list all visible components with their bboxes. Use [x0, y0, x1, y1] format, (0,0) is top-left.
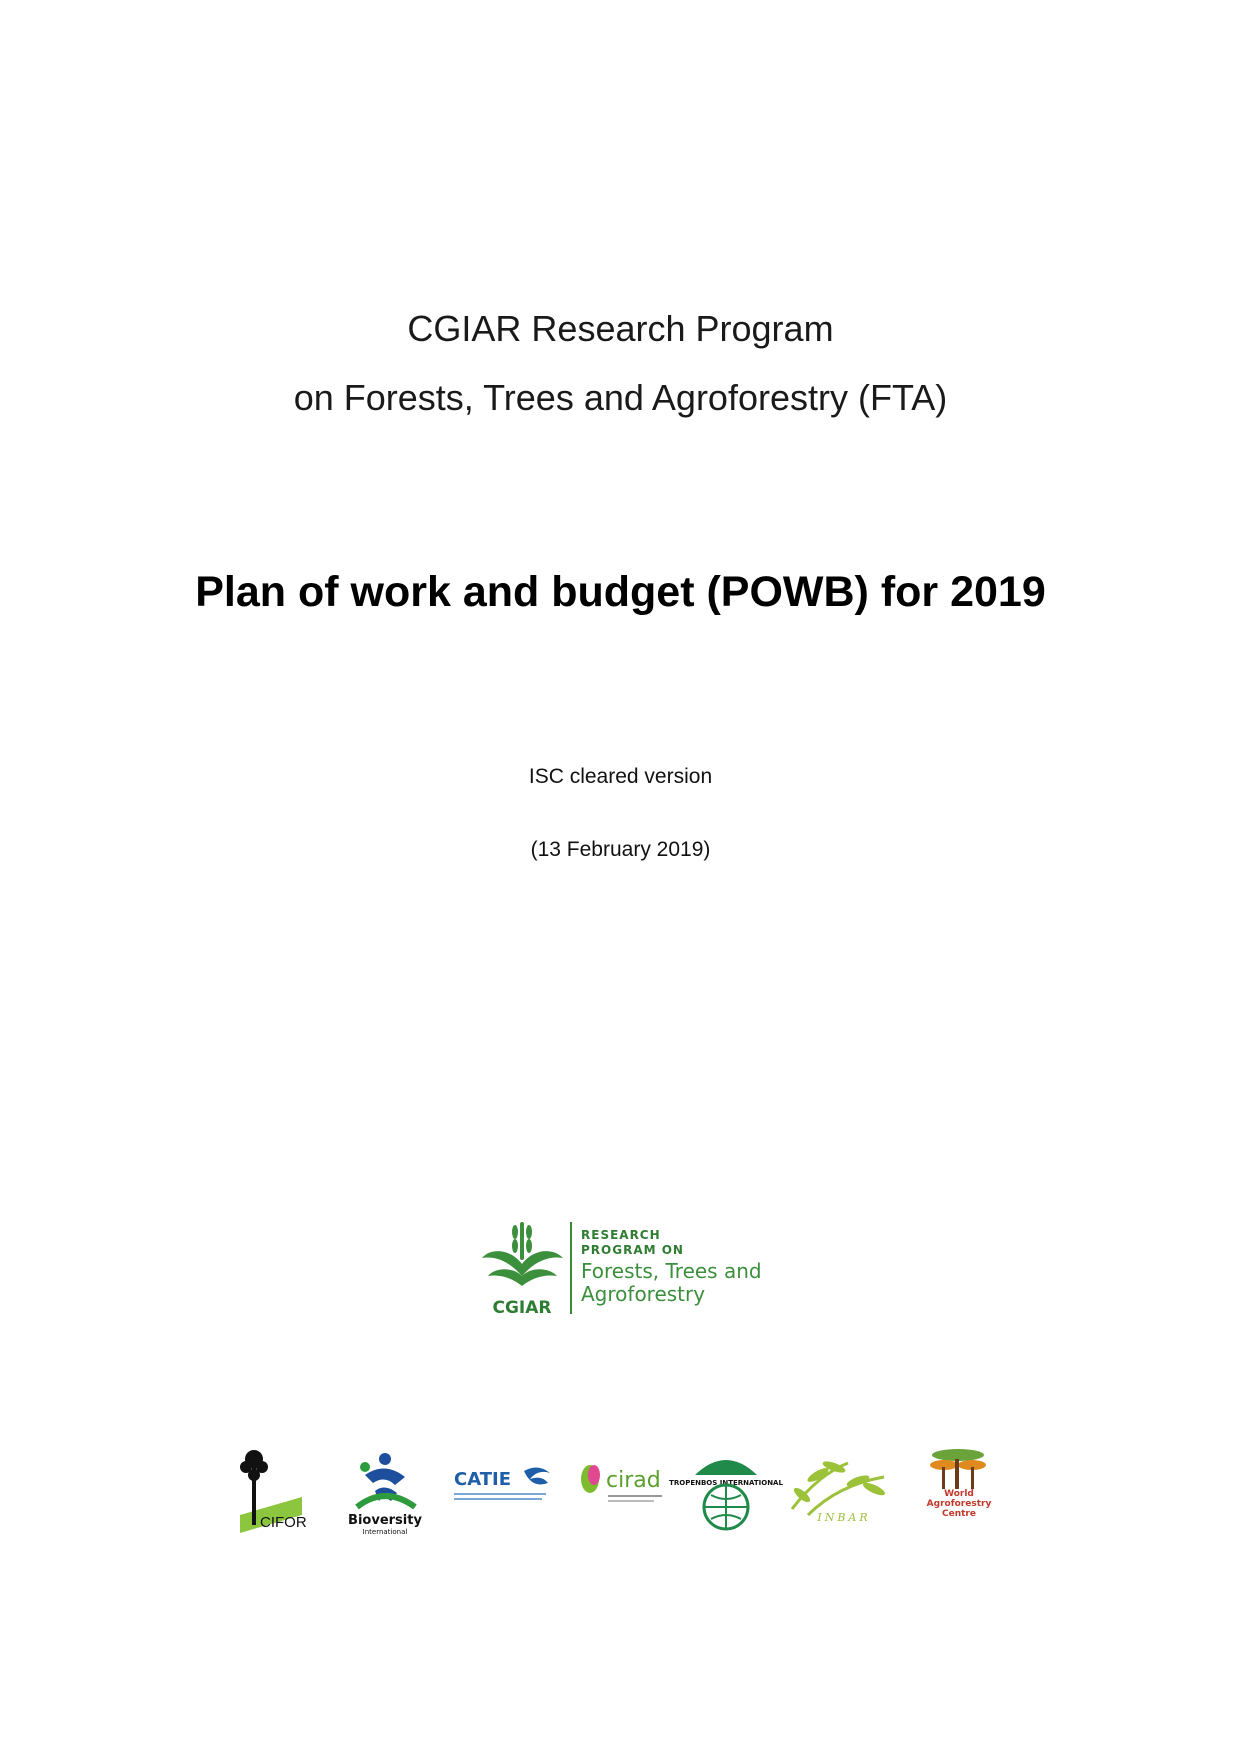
- cirad-logo: [578, 1445, 670, 1535]
- svg-text:cirad: cirad: [606, 1468, 661, 1493]
- cgiar-wordmark: CGIAR: [492, 1298, 552, 1318]
- svg-text:CATIE: CATIE: [454, 1469, 512, 1490]
- tropenbos-logo: [669, 1445, 783, 1535]
- svg-text:CIFOR: CIFOR: [260, 1514, 307, 1531]
- logo-divider: [570, 1222, 572, 1314]
- svg-text:TROPENBOS INTERNATIONAL: TROPENBOS INTERNATIONAL: [669, 1479, 783, 1487]
- svg-text:Bioversity: Bioversity: [348, 1513, 422, 1528]
- cgiar-wheat-icon: [480, 1218, 565, 1318]
- logo-caps-line1: RESEARCH: [581, 1228, 661, 1242]
- date-label: (13 February 2019): [530, 838, 711, 861]
- svg-text:INBAR: INBAR: [817, 1511, 871, 1524]
- world-agroforestry-logo: World Agroforestry Centre: [918, 1445, 1000, 1535]
- partner-logos-row: [240, 1445, 1000, 1535]
- logo-name-line2: Agroforestry: [581, 1282, 706, 1306]
- catie-logo: [452, 1445, 554, 1535]
- version-label: ISC cleared version: [528, 765, 713, 788]
- inbar-logo: [788, 1445, 894, 1535]
- bioversity-logo: [345, 1445, 425, 1535]
- svg-text:International: International: [362, 1528, 408, 1536]
- logo-caps-line2: PROGRAM ON: [581, 1243, 684, 1257]
- cifor-logo: [240, 1445, 312, 1535]
- logo-name-line1: Forests, Trees and: [581, 1259, 762, 1283]
- program-subject: on Forests, Trees and Agroforestry (FTA): [293, 377, 948, 418]
- document-title: Plan of work and budget (POWB) for 2019: [195, 568, 1046, 616]
- program-name: CGIAR Research Program: [407, 308, 834, 349]
- fta-program-logo: [480, 1218, 770, 1318]
